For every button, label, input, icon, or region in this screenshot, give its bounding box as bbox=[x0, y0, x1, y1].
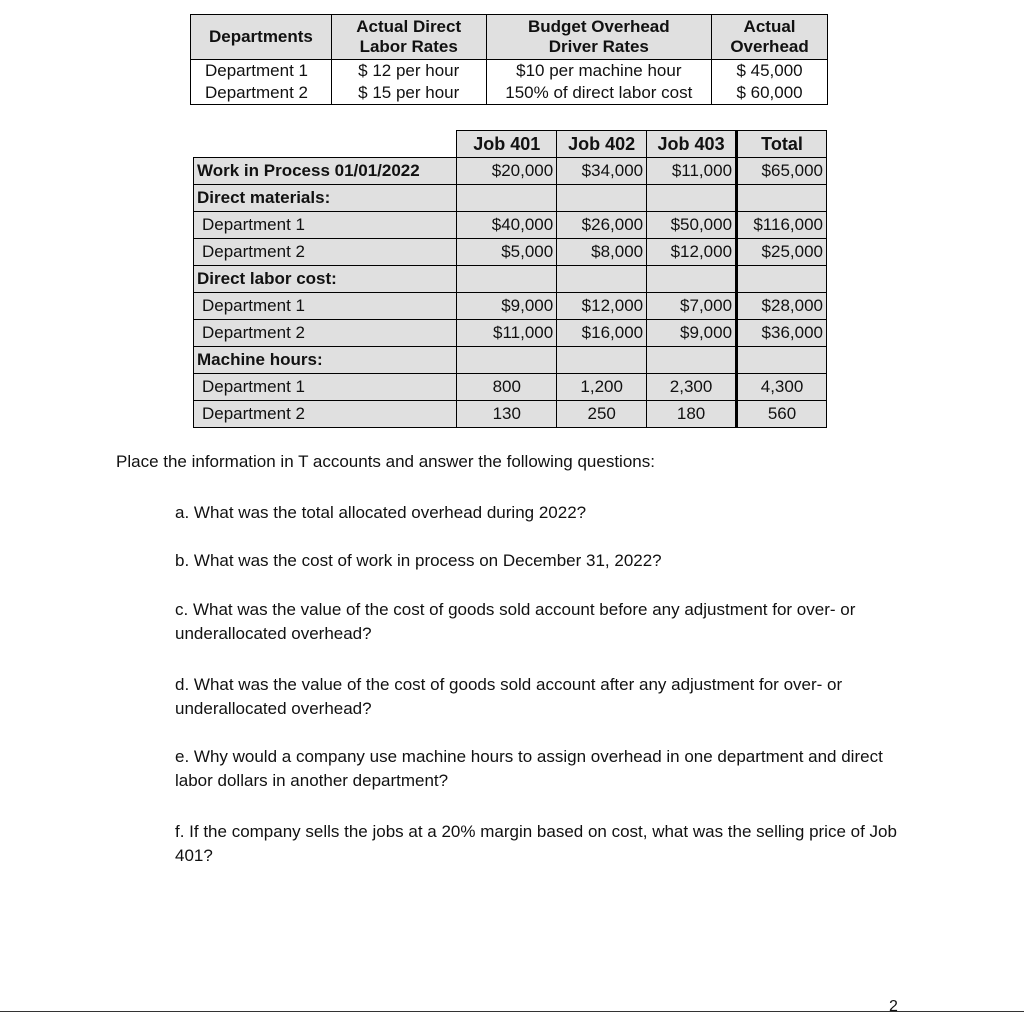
job-header: Job 402 bbox=[557, 131, 647, 158]
value-cell: $9,000 bbox=[647, 320, 737, 347]
dept-row bbox=[191, 82, 828, 105]
row-label: Department 1 bbox=[194, 374, 457, 401]
question-d: d. What was the value of the cost of goods sold account after any adjustment for over- or underallocated overhead? bbox=[175, 675, 843, 718]
question-a: a. What was the total allocated overhead during 2022? bbox=[175, 503, 587, 522]
row-label: Department 2 bbox=[194, 401, 457, 428]
row-label: Department 2 bbox=[194, 320, 457, 347]
value-cell: 800 bbox=[457, 374, 557, 401]
table-row bbox=[194, 212, 827, 239]
dept-row bbox=[191, 60, 828, 83]
value-cell: 180 bbox=[647, 401, 737, 428]
row-label: Department 1 bbox=[194, 212, 457, 239]
value-cell: $34,000 bbox=[557, 158, 647, 185]
table-row bbox=[194, 320, 827, 347]
empty-cell bbox=[647, 266, 737, 293]
dept-actual-overhead: $ 60,000 bbox=[712, 82, 828, 105]
value-cell: 1,200 bbox=[557, 374, 647, 401]
total-cell: $116,000 bbox=[737, 212, 827, 239]
empty-cell bbox=[557, 266, 647, 293]
question-e: e. Why would a company use machine hours to assign overhead in one department and direct labor dollars in another department? bbox=[175, 747, 883, 790]
section-row bbox=[194, 266, 827, 293]
instructions-text: Place the information in T accounts and answer the following questions: bbox=[116, 452, 655, 471]
labor-rates-header bbox=[331, 15, 486, 60]
actual-header-line1: Actual bbox=[743, 17, 796, 36]
value-cell: $40,000 bbox=[457, 212, 557, 239]
actual-overhead-header bbox=[712, 15, 828, 60]
value-cell: $7,000 bbox=[647, 293, 737, 320]
labor-rates-header-line2: Labor Rates bbox=[359, 37, 458, 56]
total-cell: 560 bbox=[737, 401, 827, 428]
empty-cell bbox=[457, 185, 557, 212]
value-cell: $9,000 bbox=[457, 293, 557, 320]
total-header: Total bbox=[737, 131, 827, 158]
job-header: Job 401 bbox=[457, 131, 557, 158]
dept-labor-rate: $ 12 per hour bbox=[331, 60, 486, 83]
question-f: f. If the company sells the jobs at a 20% margin based on cost, what was the selling price of Job 401? bbox=[175, 822, 897, 865]
dept-actual-overhead: $ 45,000 bbox=[712, 60, 828, 83]
direct-labor-label: Direct labor cost: bbox=[194, 266, 457, 293]
table-row bbox=[194, 401, 827, 428]
wip-row bbox=[194, 158, 827, 185]
value-cell: $50,000 bbox=[647, 212, 737, 239]
question-b: b. What was the cost of work in process on December 31, 2022? bbox=[175, 551, 662, 570]
budget-overhead-header bbox=[486, 15, 712, 60]
value-cell: 2,300 bbox=[647, 374, 737, 401]
dept-header-row bbox=[191, 15, 828, 60]
department-rates-table bbox=[190, 14, 828, 105]
value-cell: 250 bbox=[557, 401, 647, 428]
dept-driver-rate: 150% of direct labor cost bbox=[486, 82, 712, 105]
total-cell: $36,000 bbox=[737, 320, 827, 347]
section-row bbox=[194, 347, 827, 374]
job-header: Job 403 bbox=[647, 131, 737, 158]
dept-driver-rate: $10 per machine hour bbox=[486, 60, 712, 83]
footer-divider bbox=[0, 1011, 1024, 1012]
total-cell: $25,000 bbox=[737, 239, 827, 266]
question-c: c. What was the value of the cost of goods sold account before any adjustment for over- or underallocated overhead? bbox=[175, 600, 856, 643]
value-cell: $5,000 bbox=[457, 239, 557, 266]
value-cell: $16,000 bbox=[557, 320, 647, 347]
blank-cell bbox=[194, 131, 457, 158]
empty-cell bbox=[647, 347, 737, 374]
dept-name: Department 2 bbox=[191, 82, 332, 105]
page-number: 2 bbox=[889, 998, 898, 1015]
empty-cell bbox=[737, 185, 827, 212]
actual-header-line2: Overhead bbox=[730, 37, 809, 56]
empty-cell bbox=[737, 347, 827, 374]
direct-materials-label: Direct materials: bbox=[194, 185, 457, 212]
empty-cell bbox=[737, 266, 827, 293]
empty-cell bbox=[457, 347, 557, 374]
table-row bbox=[194, 374, 827, 401]
labor-rates-header-line1: Actual Direct bbox=[356, 17, 462, 36]
empty-cell bbox=[457, 266, 557, 293]
value-cell: $11,000 bbox=[457, 320, 557, 347]
value-cell: $8,000 bbox=[557, 239, 647, 266]
budget-header-line2: Driver Rates bbox=[548, 37, 649, 56]
section-row bbox=[194, 185, 827, 212]
departments-header: Departments bbox=[191, 15, 332, 60]
wip-label: Work in Process 01/01/2022 bbox=[194, 158, 457, 185]
total-cell: $28,000 bbox=[737, 293, 827, 320]
job-cost-table bbox=[193, 130, 827, 428]
value-cell: $12,000 bbox=[557, 293, 647, 320]
budget-header-line1: Budget Overhead bbox=[527, 17, 670, 36]
value-cell: $12,000 bbox=[647, 239, 737, 266]
value-cell: $20,000 bbox=[457, 158, 557, 185]
row-label: Department 1 bbox=[194, 293, 457, 320]
empty-cell bbox=[557, 185, 647, 212]
empty-cell bbox=[647, 185, 737, 212]
table-row bbox=[194, 239, 827, 266]
value-cell: $11,000 bbox=[647, 158, 737, 185]
dept-labor-rate: $ 15 per hour bbox=[331, 82, 486, 105]
value-cell: $26,000 bbox=[557, 212, 647, 239]
job-header-row bbox=[194, 131, 827, 158]
row-label: Department 2 bbox=[194, 239, 457, 266]
total-cell: $65,000 bbox=[737, 158, 827, 185]
value-cell: 130 bbox=[457, 401, 557, 428]
table-row bbox=[194, 293, 827, 320]
total-cell: 4,300 bbox=[737, 374, 827, 401]
machine-hours-label: Machine hours: bbox=[194, 347, 457, 374]
empty-cell bbox=[557, 347, 647, 374]
dept-name: Department 1 bbox=[191, 60, 332, 83]
